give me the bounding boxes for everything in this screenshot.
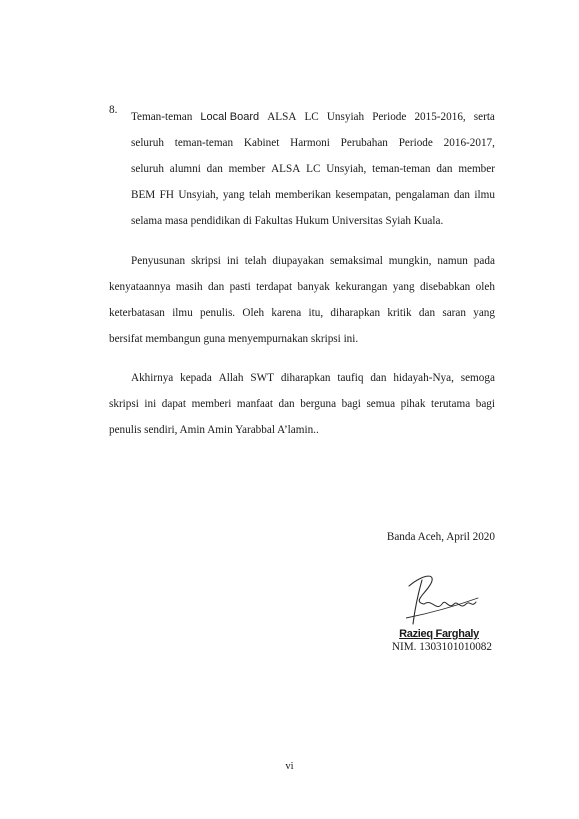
text-line [109,365,495,391]
word: kepada [180,372,212,384]
word: seluruh [131,137,164,149]
word: diharapkan [330,307,381,319]
paragraph-disclaimer [109,248,495,352]
word: keterbatasan [109,307,165,319]
word: memberi [191,398,232,410]
word: alumni [169,163,201,175]
signer-nim: NIM. 1303101010082 [391,641,492,653]
word: Periode [398,137,433,149]
word: taufiq [337,372,364,384]
word: Perubahan [340,137,388,149]
word: kenyataannya [109,281,171,293]
word: memberikan [275,189,332,201]
word: manfaat [236,398,273,410]
word: terdapat [256,281,293,293]
word: disebabkan [419,281,471,293]
word: pada [473,255,495,267]
word: teman-teman [174,137,234,149]
word: Penyusunan [131,255,186,267]
word: ilmu [474,189,495,201]
word: dan [418,307,436,319]
word: selama masa pendidikan di Fakultas Hukum Universitas Syiah Kuala. [131,215,444,227]
word: serta [473,111,495,123]
word: dan [208,281,225,293]
word: mungkin, [388,255,432,267]
word: 2016-2017, [443,137,495,149]
word: semua [366,398,396,410]
word: yang [392,281,415,293]
word: diupayakan [272,255,324,267]
text-line [131,130,495,156]
word: Harmoni [290,137,330,149]
word: dan [206,163,223,175]
word: Unsyiah, [326,163,367,175]
word: kritik [387,307,412,319]
list-number: 8. [109,104,118,116]
word: Allah [218,372,244,384]
word: Oleh [242,307,265,319]
word: dan [453,189,471,201]
text-line [131,182,495,208]
word: pengalaman [395,189,450,201]
word: bagi [475,398,495,410]
word: SWT [250,372,274,384]
word: skripsi [191,255,221,267]
text-line [131,104,495,130]
text-line [131,156,495,182]
text-line [109,417,495,443]
text-line [131,208,495,234]
acknowledgement-list-item-8 [109,104,495,234]
word: ini [144,398,157,410]
word: yang [473,307,495,319]
word: telah [244,255,267,267]
word: pihak [400,398,426,410]
word: oleh [475,281,495,293]
word: Local Board [200,111,260,123]
word: Periode [372,111,407,123]
word: skripsi [109,398,139,410]
text-line [109,326,495,352]
text-line [109,248,495,274]
word: pasti [229,281,251,293]
word: kesempatan, [335,189,392,201]
paragraph-closing-prayer [109,365,495,443]
word: member [228,163,266,175]
word: Kabinet [243,137,280,149]
word: dan [370,372,387,384]
page-number: vi [285,761,294,772]
word: kekurangan [335,281,388,293]
text-line [109,391,495,417]
word: diharapkan [280,372,331,384]
word: teman-teman [372,163,431,175]
word: itu, [308,307,324,319]
word: dapat [161,398,187,410]
word: berguna [300,398,337,410]
word: saran [442,307,466,319]
word: dan [278,398,295,410]
word: seluruh [131,163,164,175]
word: karena [271,307,302,319]
handwritten-signature [406,574,480,632]
word: Unsyiah [326,111,365,123]
word: LC [304,111,319,123]
signer-name: Razieq Farghaly [399,628,479,640]
word: semoga [460,372,495,384]
place-date: Banda Aceh, April 2020 [386,531,495,543]
word: penulis. [199,307,236,319]
word: bagi [341,398,361,410]
word: telah [248,189,271,201]
word: ini [226,255,239,267]
word: namun [437,255,468,267]
word: bersifat membangun guna menyempurnakan skripsi ini. [109,333,359,345]
word: dan [436,163,453,175]
word: member [458,163,495,175]
word: ilmu [172,307,193,319]
word: Unsyiah, [178,189,219,201]
list-item-text [131,104,495,234]
word: banyak [297,281,330,293]
word: semaksimal [329,255,383,267]
word: LC [306,163,321,175]
word: ALSA [267,111,297,123]
word: FH [159,189,174,201]
word: terutama [431,398,471,410]
word: ALSA [271,163,301,175]
text-line [109,274,495,300]
word: Teman-teman [131,111,193,123]
word: 2015-2016, [414,111,466,123]
word: Akhirnya [131,372,174,384]
word: BEM [131,189,156,201]
word: hidayah-Nya, [393,372,454,384]
word: yang [222,189,245,201]
word: penulis sendiri, Amin Amin Yarabbal A’lamin.. [109,424,319,436]
text-line [109,300,495,326]
word: masih [175,281,203,293]
